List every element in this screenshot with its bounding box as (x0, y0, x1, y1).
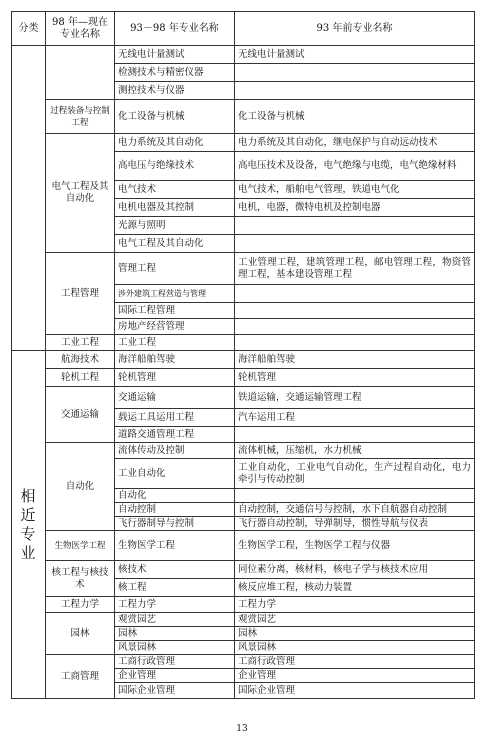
major-cell: 工商管理 (46, 655, 115, 699)
major-cell: 园林 (46, 613, 115, 655)
mid-major-cell: 国际工程管理 (115, 303, 235, 319)
old-major-cell: 轮机管理 (235, 369, 475, 387)
major-cell (46, 46, 115, 100)
old-major-cell: 流体机械，压缩机，水力机械 (235, 443, 475, 459)
old-major-cell: 工业管理工程，建筑管理工程，邮电管理工程，物资管理工程，基本建设管理工程 (235, 253, 475, 285)
old-major-cell (235, 335, 475, 351)
mid-major-cell: 涉外建筑工程营造与管理 (115, 285, 235, 303)
major-cell: 工程力学 (46, 597, 115, 613)
mid-major-cell: 自动控制 (115, 503, 235, 517)
old-major-cell: 工程力学 (235, 597, 475, 613)
old-major-cell: 无线电计量测试 (235, 46, 475, 64)
header-93-98-major: 93－98 年专业名称 (115, 12, 235, 46)
old-major-cell: 观赏园艺 (235, 613, 475, 627)
major-cell: 航海技术 (46, 351, 115, 369)
major-cell: 生物医学工程 (46, 531, 115, 561)
old-major-cell (235, 217, 475, 235)
mid-major-cell: 工业工程 (115, 335, 235, 351)
mid-major-cell: 无线电计量测试 (115, 46, 235, 64)
major-cell: 交通运输 (46, 387, 115, 443)
mid-major-cell: 电机电器及其控制 (115, 199, 235, 217)
mid-major-cell: 管理工程 (115, 253, 235, 285)
old-major-cell: 铁道运输，交通运输管理工程 (235, 387, 475, 409)
old-major-cell (235, 285, 475, 303)
mid-major-cell: 自动化 (115, 489, 235, 503)
mid-major-cell: 国际企业管理 (115, 683, 235, 699)
mid-major-cell: 检测技术与精密仪器 (115, 64, 235, 82)
mid-major-cell: 核工程 (115, 579, 235, 597)
old-major-cell: 核反应堆工程，核动力装置 (235, 579, 475, 597)
mid-major-cell: 轮机管理 (115, 369, 235, 387)
page-number: 13 (236, 724, 248, 734)
mid-major-cell: 交通运输 (115, 387, 235, 409)
mid-major-cell: 化工设备与机械 (115, 100, 235, 134)
old-major-cell: 风景园林 (235, 641, 475, 655)
old-major-cell (235, 427, 475, 443)
mid-major-cell: 海洋船舶驾驶 (115, 351, 235, 369)
old-major-cell: 国际企业管理 (235, 683, 475, 699)
mid-major-cell: 风景园林 (115, 641, 235, 655)
old-major-cell: 工商行政管理 (235, 655, 475, 669)
old-major-cell (235, 303, 475, 319)
mid-major-cell: 电力系统及其自动化 (115, 134, 235, 152)
old-major-cell (235, 319, 475, 335)
old-major-cell (235, 489, 475, 503)
header-category: 分类 (12, 12, 46, 46)
old-major-cell: 高电压技术及设备，电气绝缘与电缆，电气绝缘材料 (235, 152, 475, 181)
old-major-cell: 同位素分离，核材料，核电子学与核技术应用 (235, 561, 475, 579)
major-cell: 自动化 (46, 443, 115, 531)
mid-major-cell: 测控技术与仪器 (115, 82, 235, 100)
mid-major-cell: 流体传动及控制 (115, 443, 235, 459)
mid-major-cell: 核技术 (115, 561, 235, 579)
header-current-major: 98 年—现在专业名称 (46, 12, 115, 46)
old-major-cell: 海洋船舶驾驶 (235, 351, 475, 369)
old-major-cell: 园林 (235, 627, 475, 641)
major-cell: 核工程与核技术 (46, 561, 115, 597)
major-cell: 电气工程及其自动化 (46, 134, 115, 253)
header-pre-93-major: 93 年前专业名称 (235, 12, 475, 46)
old-major-cell: 电气技术，船舶电气管理，铁道电气化 (235, 181, 475, 199)
old-major-cell: 电力系统及其自动化，继电保护与自动远动技术 (235, 134, 475, 152)
mid-major-cell: 生物医学工程 (115, 531, 235, 561)
old-major-cell (235, 82, 475, 100)
mid-major-cell: 房地产经营管理 (115, 319, 235, 335)
old-major-cell: 自动控制，交通信号与控制，水下自航器自动控制 (235, 503, 475, 517)
old-major-cell: 飞行器自动控制，导弹制导，惯性导航与仪表 (235, 517, 475, 531)
mid-major-cell: 工程力学 (115, 597, 235, 613)
mid-major-cell: 工商行政管理 (115, 655, 235, 669)
old-major-cell: 企业管理 (235, 669, 475, 683)
category-label: 相近专业 (20, 486, 37, 562)
mid-major-cell: 电气技术 (115, 181, 235, 199)
category-cell-related-majors (12, 351, 46, 699)
old-major-cell (235, 64, 475, 82)
mid-major-cell: 工业自动化 (115, 459, 235, 489)
old-major-cell: 化工设备与机械 (235, 100, 475, 134)
mid-major-cell: 道路交通管理工程 (115, 427, 235, 443)
mid-major-cell: 企业管理 (115, 669, 235, 683)
mid-major-cell: 光源与照明 (115, 217, 235, 235)
major-comparison-table (11, 11, 475, 699)
old-major-cell (235, 235, 475, 253)
major-cell: 工业工程 (46, 335, 115, 351)
major-cell: 轮机工程 (46, 369, 115, 387)
major-cell: 过程装备与控制工程 (46, 100, 115, 134)
mid-major-cell: 观赏园艺 (115, 613, 235, 627)
mid-major-cell: 园林 (115, 627, 235, 641)
category-cell (12, 46, 46, 351)
mid-major-cell: 电气工程及其自动化 (115, 235, 235, 253)
mid-major-cell: 飞行器制导与控制 (115, 517, 235, 531)
old-major-cell: 生物医学工程，生物医学工程与仪器 (235, 531, 475, 561)
major-cell: 工程管理 (46, 253, 115, 335)
old-major-cell: 工业自动化，工业电气自动化，生产过程自动化，电力牵引与传动控制 (235, 459, 475, 489)
old-major-cell: 汽车运用工程 (235, 409, 475, 427)
old-major-cell: 电机，电器，微特电机及控制电器 (235, 199, 475, 217)
mid-major-cell: 高电压与绝缘技术 (115, 152, 235, 181)
mid-major-cell: 载运工具运用工程 (115, 409, 235, 427)
